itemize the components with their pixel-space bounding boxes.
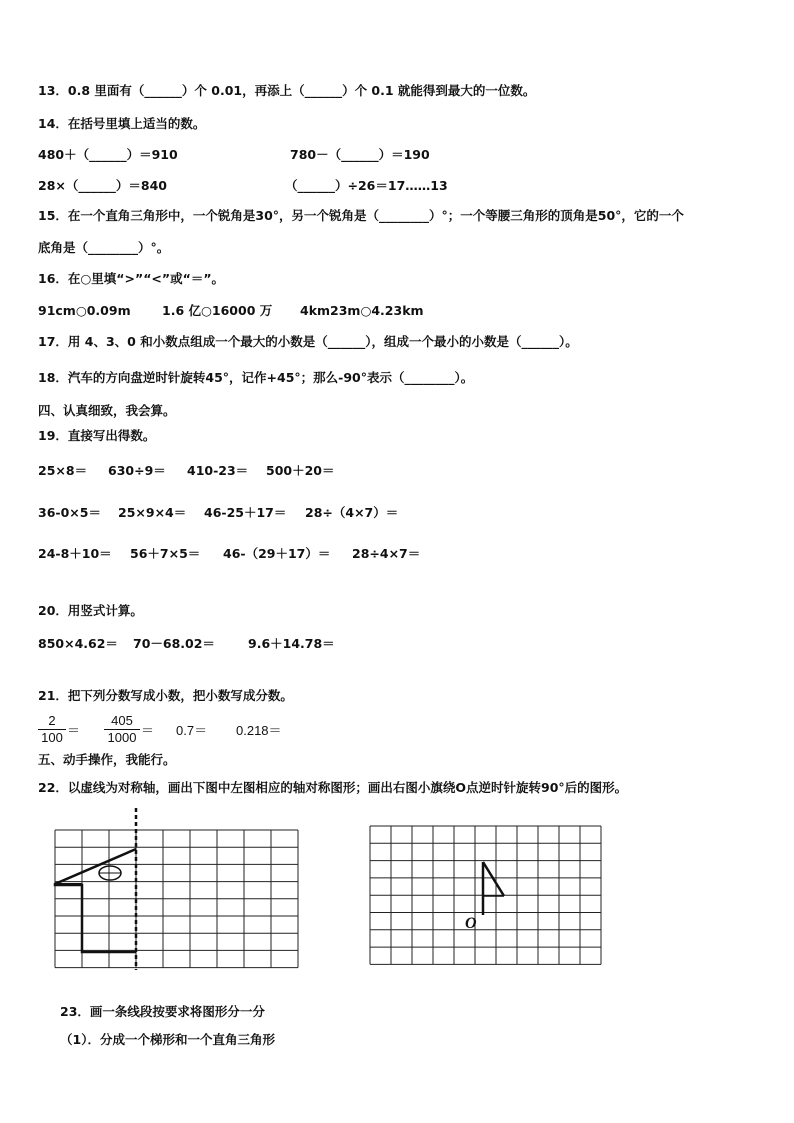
- question-16-a: 91cm○0.09m: [38, 303, 131, 318]
- question-14-c: 28×（______）＝840: [38, 178, 167, 193]
- question-15-line2: 底角是（________）°。: [38, 240, 170, 255]
- flag-edge: [483, 862, 504, 896]
- calc-item: 46-（29＋17）＝: [223, 546, 331, 561]
- question-23-sub1: （1）．分成一个梯形和一个直角三角形: [60, 1032, 275, 1047]
- calc-item: 25×9×4＝: [118, 505, 187, 520]
- question-21-title: 21．把下列分数写成小数，把小数写成分数。: [38, 688, 293, 703]
- decimal-1: 0.7＝: [176, 723, 208, 738]
- question-22: 22．以虚线为对称轴，画出下图中左图相应的轴对称图形；画出右图小旗绕O点逆时针旋转90°后的图形。: [38, 780, 628, 795]
- vertical-calc-item: 9.6＋14.78＝: [248, 636, 335, 651]
- point-o-label: O: [465, 915, 477, 932]
- question-18: 18．汽车的方向盘逆时针旋转45°，记作+45°；那么-90°表示（________）。: [38, 370, 474, 385]
- question-17: 17．用 4、3、0 和小数点组成一个最大的小数是（______），组成一个最小的小数是（______）。: [38, 334, 578, 349]
- question-23-title: 23．画一条线段按要求将图形分一分: [60, 1004, 265, 1019]
- vertical-calc-item: 850×4.62＝: [38, 636, 118, 651]
- calc-item: 410-23＝: [187, 463, 249, 478]
- calc-item: 25×8＝: [38, 463, 88, 478]
- question-16-b: 1.6 亿○16000 万: [162, 303, 273, 318]
- question-14-b: 780－（______）＝190: [290, 147, 430, 162]
- question-14-a: 480＋（______）＝910: [38, 147, 178, 162]
- calc-item: 46-25＋17＝: [204, 505, 287, 520]
- fraction-2-denominator: 1000: [107, 730, 137, 745]
- question-15-line1: 15．在一个直角三角形中，一个锐角是30°，另一个锐角是（________）°；一个等腰三角形的顶角是50°，它的一个: [38, 208, 684, 223]
- calc-item: 36-0×5＝: [38, 505, 101, 520]
- section-4-heading: 四、认真细致，我会算。: [38, 403, 176, 418]
- calc-item: 56＋7×5＝: [130, 546, 201, 561]
- question-16-title: 16．在○里填“>”“<”或“＝”。: [38, 271, 225, 286]
- vertical-calc-item: 70－68.02＝: [133, 636, 215, 651]
- question-13: 13．0.8 里面有（______）个 0.01，再添上（______）个 0.1 就能得到最大的一位数。: [38, 83, 536, 98]
- calc-item: 28÷4×7＝: [352, 546, 421, 561]
- left-grid: [55, 830, 298, 968]
- calc-item: 630÷9＝: [108, 463, 166, 478]
- calc-item: 24-8＋10＝: [38, 546, 112, 561]
- fraction-1-numerator: 2: [38, 713, 66, 730]
- equals-sign: ＝: [67, 723, 81, 738]
- decimal-2: 0.218＝: [236, 723, 282, 738]
- question-14-d: （______）÷26＝17……13: [285, 178, 448, 193]
- question-16-c: 4km23m○4.23km: [300, 303, 424, 318]
- question-20-title: 20．用竖式计算。: [38, 603, 143, 618]
- right-grid: [370, 826, 601, 964]
- fraction-1-denominator: 100: [41, 730, 63, 745]
- question-19-title: 19．直接写出得数。: [38, 428, 156, 443]
- calc-item: 500＋20＝: [266, 463, 335, 478]
- equals-sign: ＝: [141, 723, 155, 738]
- calc-item: 28÷（4×7）＝: [305, 505, 399, 520]
- question-14-title: 14．在括号里填上适当的数。: [38, 116, 206, 131]
- fraction-2-numerator: 405: [104, 713, 140, 730]
- section-5-heading: 五、动手操作，我能行。: [38, 752, 176, 767]
